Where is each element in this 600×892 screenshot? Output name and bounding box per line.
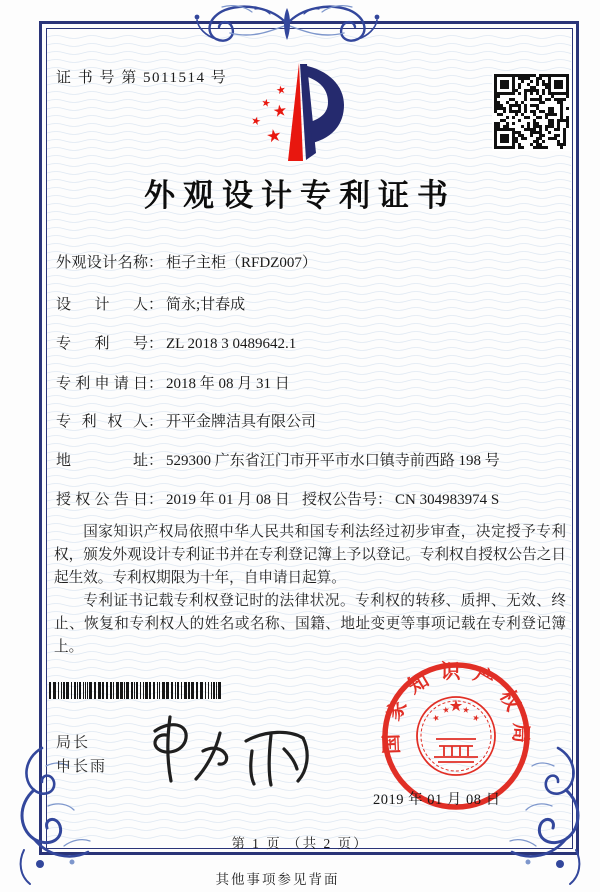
field-value: 529300 广东省江门市开平市水口镇寺前西路 198 号 (166, 453, 500, 469)
field-label: 专利申请日 (56, 376, 148, 392)
signer-name: 申长雨 (56, 758, 108, 775)
field-value: ZL 2018 3 0489642.1 (166, 336, 297, 352)
colon: ： (148, 492, 164, 508)
page-number: 第 1 页 （共 2 页） (231, 836, 369, 851)
field-grant-number (302, 488, 499, 509)
certificate-number: 证 书 号 第 5011514 号 (56, 70, 228, 86)
seal-date: 2019 年 01 月 08 日 (373, 792, 501, 808)
certificate-title: 外观设计专利证书 (144, 178, 456, 213)
field-label: 专利权人 (56, 414, 148, 430)
field-row-design-name (56, 251, 317, 272)
field-label: 专利号 (56, 336, 148, 352)
colon: ： (148, 376, 164, 392)
cnipa-logo-icon (243, 60, 353, 165)
field-label: 授权公告日 (56, 492, 148, 508)
field-row-filing-date (56, 372, 290, 393)
legal-paragraph-1: 国家知识产权局依照中华人民共和国专利法经过初步审查，决定授予专利权，颁发外观设计专利证书并在专利登记簿上予以登记。专利权自授权公告之日起生效。专利权期限为十年，自申请日起算。 (54, 524, 566, 587)
seal-text: 国家知识产权局 (380, 661, 532, 755)
legal-paragraph-2: 专利证书记载专利权登记时的法律状况。专利权的转移、质押、无效、终止、恢复和专利权人的姓名或名称、国籍、地址变更等事项记载在专利登记簿上。 (54, 593, 566, 656)
colon: ： (148, 297, 164, 313)
field-label: 授权公告号 (302, 492, 378, 508)
colon: ： (148, 453, 164, 469)
field-label: 设计人 (56, 297, 148, 313)
field-value: 简永;甘春成 (166, 297, 246, 313)
top-flourish-ornament (172, 0, 402, 48)
signer-block (56, 731, 107, 779)
field-row-patent-number (56, 332, 296, 353)
colon: ： (148, 414, 164, 430)
colon: ： (148, 336, 164, 352)
field-row-address (56, 449, 500, 470)
field-value: CN 304983974 S (395, 492, 500, 508)
field-value: 开平金牌洁具有限公司 (166, 414, 317, 430)
barcode (48, 682, 224, 699)
back-side-note: 其他事项参见背面 (215, 872, 340, 887)
field-value: 2018 年 08 月 31 日 (166, 376, 290, 392)
field-row-patentee (56, 410, 316, 431)
field-label: 外观设计名称 (56, 255, 148, 271)
colon: ： (148, 255, 164, 271)
field-value: 柜子主柜（RFDZ007） (166, 255, 317, 271)
qr-code (492, 72, 571, 151)
signer-role: 局长 (56, 734, 91, 751)
legal-text-block (54, 521, 566, 659)
field-value: 2019 年 01 月 08 日 (166, 492, 290, 508)
field-label: 地址 (56, 453, 148, 469)
national-emblem-icon (417, 697, 495, 775)
colon: ： (377, 492, 393, 508)
field-row-designer (56, 293, 245, 314)
commissioner-signature-icon (140, 705, 330, 790)
field-row-grant-date (56, 488, 500, 509)
